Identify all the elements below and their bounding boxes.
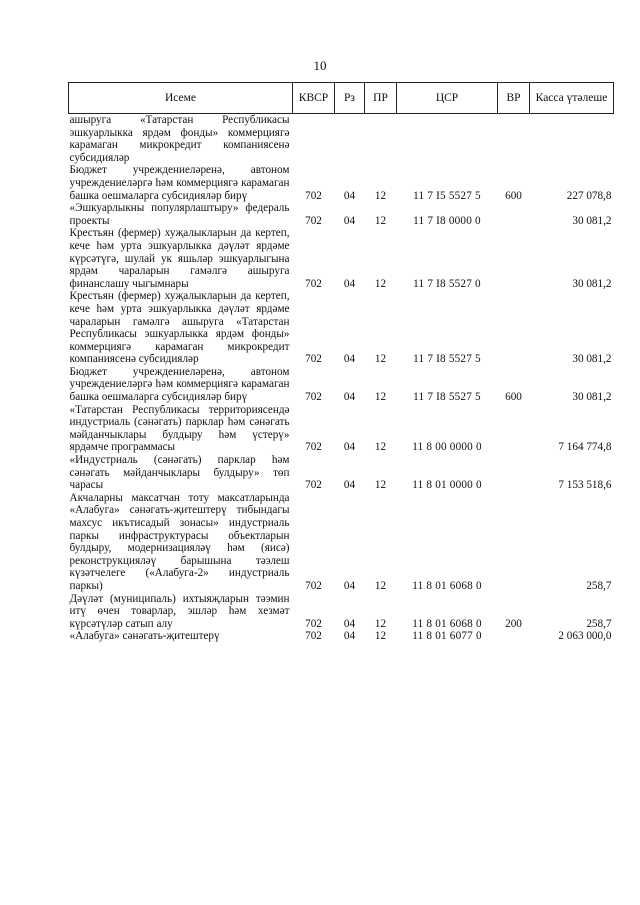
row-rz: 04 — [343, 277, 356, 290]
header-kassa: Касса үтәлеше — [530, 83, 614, 114]
row-kvsr: 702 — [305, 630, 322, 643]
row-kvsr: 702 — [305, 353, 322, 366]
row-pr: 12 — [374, 189, 387, 202]
row-kassa — [530, 114, 614, 165]
row-name: Акчаларны максатчан тоту максатларында «Алабуга» сәнәгать-җитештерү тибындагы махсус икътисадый зонасы» индустриаль паркы инфраструктурасы объектларын булдыру, модернизацияләү һәм (яисә) реконструкцияләү барышына тәэлеш күзәтчелеге («Алабуга-2» индустриаль паркы) — [69, 491, 290, 592]
row-vr — [498, 202, 530, 227]
row-vr — [498, 227, 530, 290]
table-row — [69, 114, 614, 165]
row-pr: 12 — [374, 579, 387, 592]
row-pr: 12 — [374, 277, 387, 290]
row-kassa: 30 081,2 — [572, 277, 612, 290]
row-pr: 12 — [374, 353, 387, 366]
row-vr — [498, 290, 530, 366]
row-kassa: 2 063 000,0 — [558, 630, 612, 643]
row-kassa: 30 081,2 — [572, 353, 612, 366]
row-rz: 04 — [343, 479, 356, 492]
table-row — [69, 290, 614, 366]
row-csr: 11 8 01 6068 0 — [412, 617, 482, 630]
row-kassa: 227 078,8 — [566, 189, 612, 202]
row-name: Бюджет учреждениеләренә, автоном учреждениеләргә һәм коммерциягә карамаган башка оешмаларга субсидияләр бирү — [69, 164, 290, 202]
row-csr — [397, 114, 498, 165]
header-pr: ПР — [365, 83, 397, 114]
table-row — [69, 227, 614, 290]
row-kassa: 258,7 — [586, 579, 612, 592]
row-csr: 11 7 I8 5527 5 — [413, 391, 481, 404]
row-kassa: 30 081,2 — [572, 391, 612, 404]
row-vr: 600 — [505, 189, 522, 202]
header-csr: ЦСР — [397, 83, 498, 114]
row-pr: 12 — [374, 479, 387, 492]
row-name: Крестьян (фермер) хуҗалыкларын да кертеп, кечe һәм урта эшкуарлыкка дәүләт ярдәме чараларын гамәлгә ашыруга «Татарстан Республикасы эшкуарлыкка ярдәм фонды» коммерциягә карамаган микрокредит компаниясенә субсидияләр — [69, 290, 290, 366]
row-name: «Алабуга» сәнәгать-җитештерү — [69, 630, 220, 643]
table-row — [69, 630, 614, 643]
row-kassa: 258,7 — [586, 617, 612, 630]
row-vr: 200 — [505, 617, 522, 630]
row-kvsr: 702 — [305, 579, 322, 592]
header-vr: ВР — [498, 83, 530, 114]
row-vr — [498, 630, 530, 643]
row-pr — [365, 114, 397, 165]
row-kvsr — [293, 114, 335, 165]
row-vr — [498, 114, 530, 165]
row-pr: 12 — [374, 441, 387, 454]
row-vr — [498, 404, 530, 454]
table-row — [69, 454, 614, 492]
header-kvsr: КВСР — [293, 83, 335, 114]
table-row — [69, 202, 614, 227]
row-kvsr: 702 — [305, 441, 322, 454]
row-rz: 04 — [343, 214, 356, 227]
row-kassa: 30 081,2 — [572, 214, 612, 227]
row-vr — [498, 492, 530, 593]
row-rz: 04 — [343, 353, 356, 366]
row-pr: 12 — [374, 214, 387, 227]
row-name: ашыруга «Татарстан Республикасы эшкуарлыкка ярдәм фонды» коммерциягә карамаган микрокредит компаниясенә субсидияләр — [69, 114, 290, 164]
row-name: «Индустриаль (сәнәгать) парклар һәм сәнәгать мәйданчыклары булдыру» төп чарасы — [69, 454, 290, 492]
row-vr: 600 — [505, 391, 522, 404]
row-name: «Эшкуарлыкны популярлаштыру» федераль проекты — [69, 202, 290, 227]
row-name: Бюджет учреждениеләренә, автоном учреждениеләргә һәм коммерциягә карамаган башка оешмаларга субсидияләр бирү — [69, 365, 290, 404]
header-rz: Рз — [335, 83, 365, 114]
row-rz: 04 — [343, 630, 356, 643]
row-pr: 12 — [374, 630, 387, 643]
row-kvsr: 702 — [305, 277, 322, 290]
row-csr: 11 8 01 0000 0 — [412, 479, 482, 492]
row-rz — [335, 114, 365, 165]
row-csr: 11 7 I5 5527 5 — [413, 189, 481, 202]
row-kvsr: 702 — [305, 479, 322, 492]
row-csr: 11 8 01 6077 0 — [412, 630, 482, 643]
row-pr: 12 — [374, 617, 387, 630]
row-rz: 04 — [343, 617, 356, 630]
header-name: Исеме — [69, 83, 293, 114]
row-kvsr: 702 — [305, 391, 322, 404]
row-name: «Татарстан Республикасы территориясендә индустриаль (сәнәгать) парклар һәм сәнәгать мәйданчыклары булдыру һәм үстерү» ярдәмче программасы — [69, 403, 290, 454]
table-row — [69, 593, 614, 631]
row-rz: 04 — [343, 189, 356, 202]
row-pr: 12 — [374, 391, 387, 404]
row-vr — [498, 454, 530, 492]
row-csr: 11 8 00 0000 0 — [412, 441, 482, 454]
row-kvsr: 702 — [305, 617, 322, 630]
header-row — [69, 83, 614, 114]
row-csr: 11 7 I8 0000 0 — [413, 214, 481, 227]
table-row — [69, 404, 614, 454]
page-number: 10 — [313, 58, 327, 73]
table-row — [69, 366, 614, 404]
row-kassa: 7 153 518,6 — [558, 479, 612, 492]
row-csr: 11 8 01 6068 0 — [412, 579, 482, 592]
row-rz: 04 — [343, 391, 356, 404]
table-row — [69, 164, 614, 202]
table-row — [69, 492, 614, 593]
row-rz: 04 — [343, 579, 356, 592]
budget-table — [68, 82, 614, 643]
row-rz: 04 — [343, 441, 356, 454]
row-kvsr: 702 — [305, 214, 322, 227]
row-kassa: 7 164 774,8 — [558, 441, 612, 454]
row-name: Крестьян (фермер) хуҗалыкларын да кертеп, кечe һәм урта эшкуарлыкка дәүләт ярдәме күрсәтүгә, шулай ук яшьләр эшкуарлыгына ярдәм чараларын гамәлгә ашыруга финанслашу чыгымнары — [69, 227, 290, 290]
row-kvsr: 702 — [305, 189, 322, 202]
row-csr: 11 7 I8 5527 0 — [413, 277, 481, 290]
row-name: Дәүләт (муниципаль) ихтыяҗларын тәэмин итү өчен товарлар, эшләр һәм хезмәт күрсәтүләр сатып алу — [69, 592, 290, 630]
row-csr: 11 7 I8 5527 5 — [413, 353, 481, 366]
